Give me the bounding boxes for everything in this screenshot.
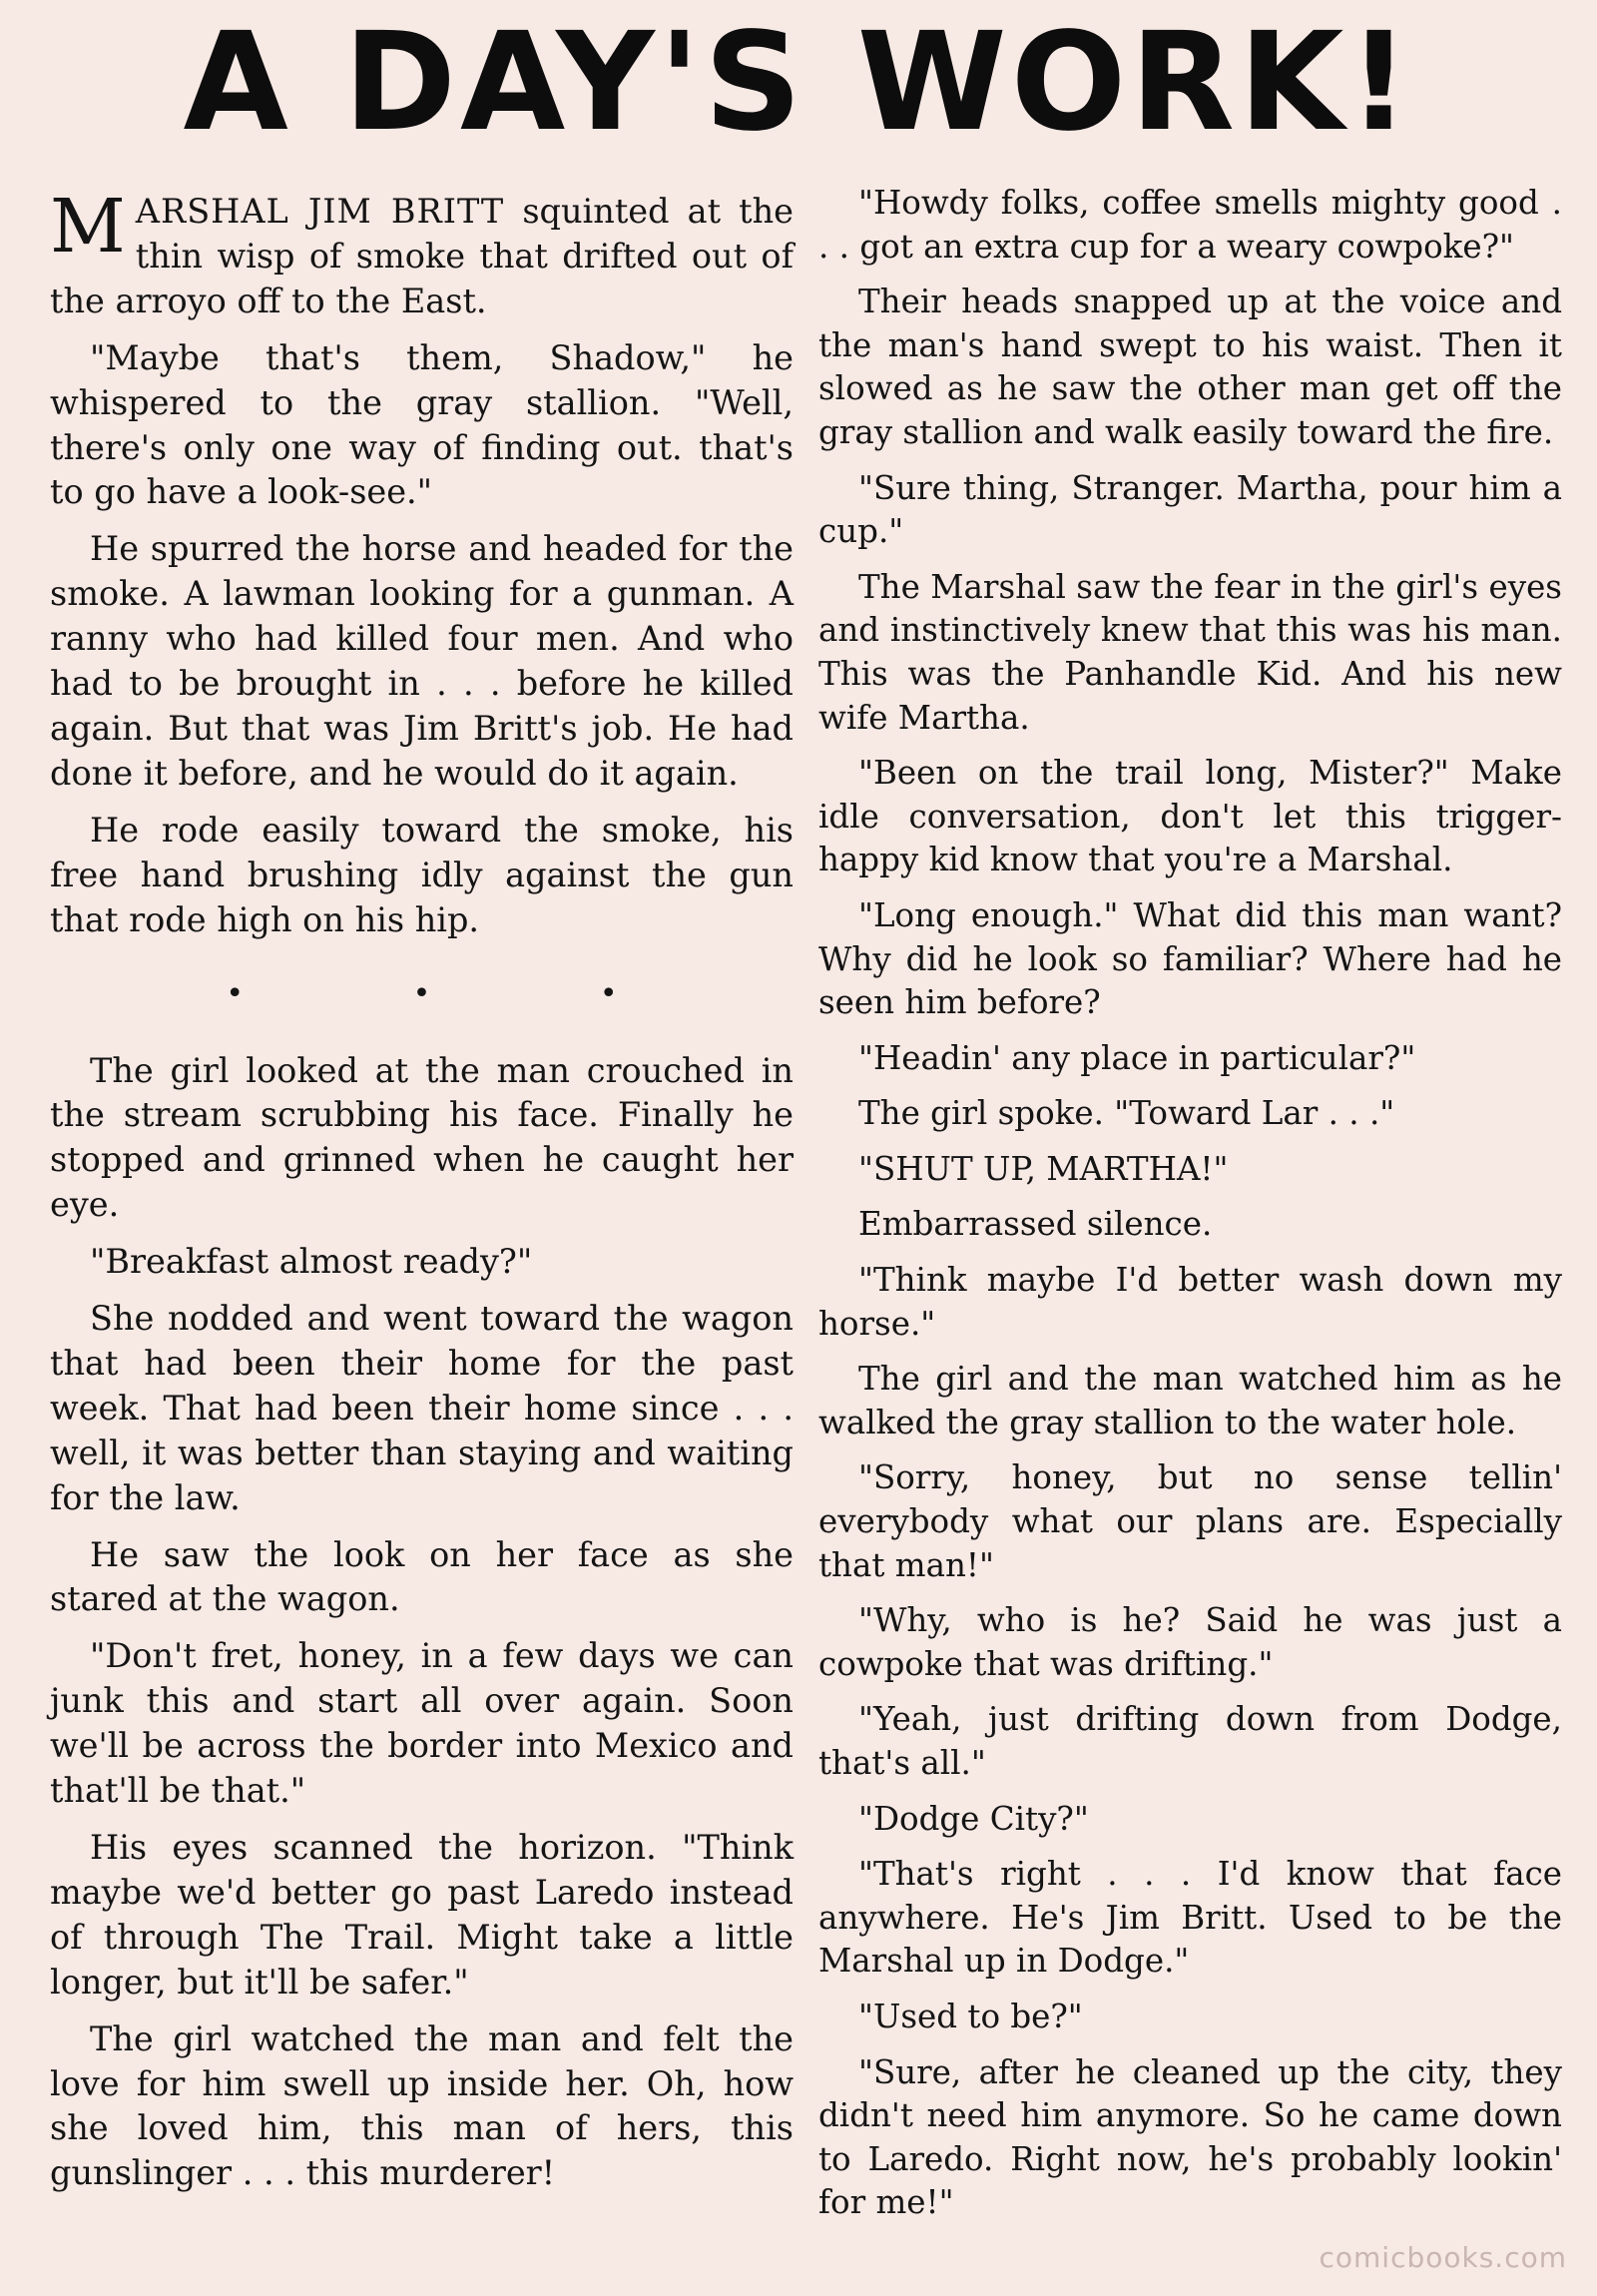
paragraph: The Marshal saw the fear in the girl's eyes and instinctively knew that this was his man. This was the Panhandle Kid. And his new wife Martha. [818,567,1562,737]
paragraph: Their heads snapped up at the voice and the man's hand swept to his waist. Then it slowed as he saw the other man get off the gray stallion and walk easily toward the fire. [818,283,1562,451]
paragraph: He rode easily toward the smoke, his free hand brushing idly against the gun that rode high on his hip. [50,810,794,939]
paragraph: The girl spoke. "Toward Lar . . ." [858,1094,1395,1133]
paragraph: "Think maybe I'd better wash down my horse." [818,1261,1562,1343]
paragraph: He spurred the horse and headed for the smoke. A lawman looking for a gunman. A ranny who had killed four men. And who had to be brought in . . . before he killed again. But that was Jim Britt's job. He had done it before, and he would do it again. [50,529,794,793]
paragraph: "Maybe that's them, Shadow," he whispered to the gray stallion. "Well, there's only one way of finding out. that's to go have a look-see." [50,337,794,512]
opening-paragraph [50,184,794,324]
site-watermark: comicbooks.com [1319,2241,1567,2274]
paragraph: "Why, who is he? Said he was just a cowpoke that was drifting." [818,1601,1562,1683]
paragraph: "Used to be?" [858,1997,1083,2035]
paragraph: "Sure, after he cleaned up the city, they didn't need him anymore. So he came down to Laredo. Right now, he's probably lookin' for me!" [818,2052,1562,2222]
paragraph: "Headin' any place in particular?" [858,1038,1416,1077]
paragraph: "SHUT UP, MARTHA!" [858,1149,1229,1188]
paragraph: "Yeah, just drifting down from Dodge, that's all." [818,1700,1562,1782]
paragraph: "Sorry, honey, but no sense tellin' everybody what our plans are. Especially that man!" [818,1458,1562,1584]
opening-text: squinted at the thin wisp of smoke that drifted out of the arroyo off to the East. [50,192,794,320]
paragraph: She nodded and went toward the wagon that had been their home for the past week. That had been their home since . . . well, it was better than staying and waiting for the law. [50,1299,794,1517]
paragraph: The girl watched the man and felt the love for him swell up inside her. Oh, how she loved him, this man of hers, this gunslinger . . . this murderer! [50,2018,794,2193]
paragraph: He saw the look on her face as she stared at the wagon. [50,1534,794,1619]
paragraph: "Long enough." What did this man want? Why did he look so familiar? Where had he seen him before? [818,895,1562,1022]
paragraph: "Breakfast almost ready?" [90,1242,533,1282]
paragraph: "Don't fret, honey, in a few days we can junk this and start all over again. Soon we'll be across the border into Mexico and that'll be that." [50,1636,794,1811]
left-column [50,184,794,2208]
paragraph: Embarrassed silence. [858,1205,1213,1244]
paragraph: "Sure thing, Stranger. Martha, pour him a cup." [818,468,1562,551]
paragraph: The girl looked at the man crouched in the stream scrubbing his face. Finally he stopped and grinned when he caught her eye. [50,1050,794,1225]
drop-cap: M [50,184,126,270]
paragraph: "Dodge City?" [858,1799,1089,1838]
paragraph: "That's right . . . I'd know that face anywhere. He's Jim Britt. Used to be the Marshal up in Dodge." [818,1855,1562,1981]
paragraph: The girl and the man watched him as he walked the gray stallion to the water hole. [818,1360,1562,1441]
paragraph: "Been on the trail long, Mister?" Make idle conversation, don't let this trigger-happy kid know that you're a Marshal. [818,754,1562,879]
story-title: A DAY'S WORK! [183,4,1414,162]
opening-lead: ARSHAL JIM BRITT [135,192,505,231]
section-break: • • • [226,975,698,1011]
paragraph: His eyes scanned the horizon. "Think maybe we'd better go past Laredo instead of through The Trail. Might take a little longer, but it'll be safer." [50,1828,794,2002]
paragraph: "Howdy folks, coffee smells mighty good . . . got an extra cup for a weary cowpoke?" [818,184,1562,266]
right-column [818,182,1562,2237]
